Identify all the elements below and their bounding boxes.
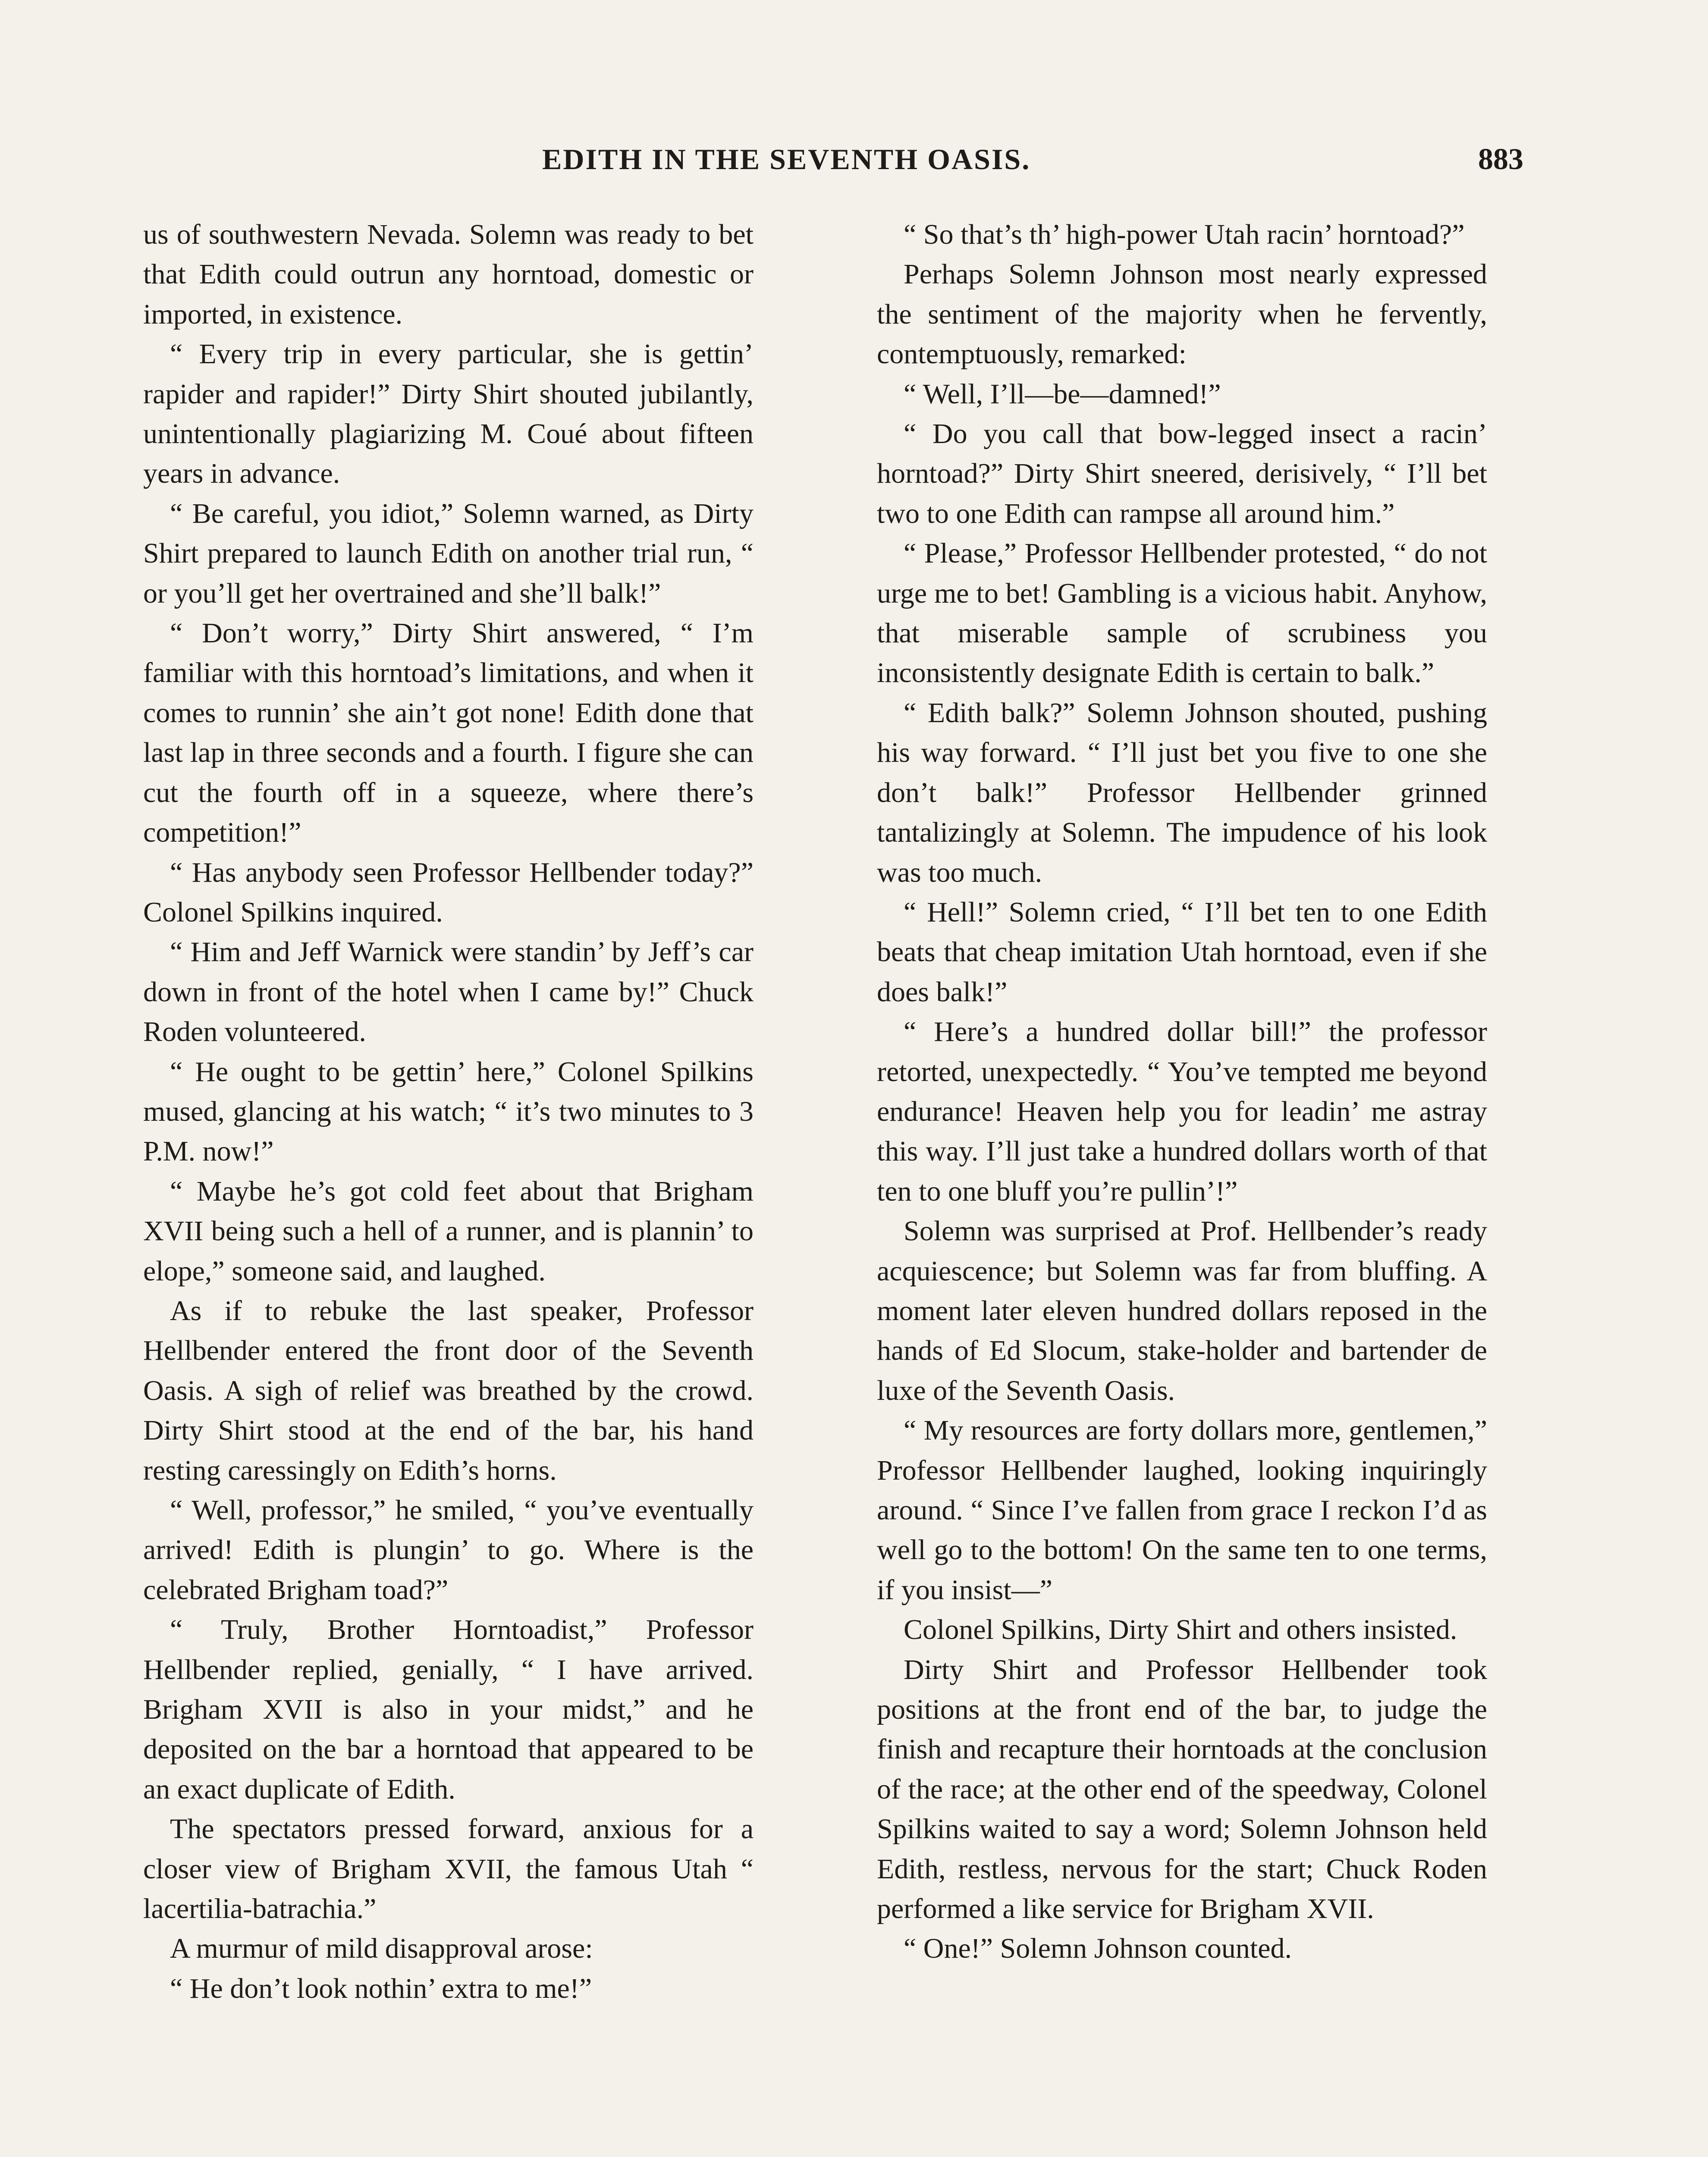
paragraph: Dirty Shirt and Professor Hellbender took positions at the front end of the bar, to judge the finish and recapture their horntoads at the conclusion of the race; at the other end of the speedway, Colonel Spilkins waited to say a word; Solemn Johnson held Edith, restless, nervous for the start; Chuck Roden performed a like service for Brigham XVII. bbox=[877, 1654, 1487, 1925]
running-head: EDITH IN THE SEVENTH OASIS. bbox=[542, 143, 1031, 176]
paragraph: “ Maybe he’s got cold feet about that Brigham XVII being such a hell of a runner, and is plannin’ to elope,” someone said, and laughed. bbox=[143, 1175, 754, 1287]
paragraph: The spectators pressed forward, anxious for a closer view of Brigham XVII, the famous Utah “ lacertilia-batrachia.” bbox=[143, 1813, 754, 1925]
paragraph: Perhaps Solemn Johnson most nearly expressed the sentiment of the majority when he fervently, contemptuously, remarked: bbox=[877, 258, 1487, 370]
paragraph: us of southwestern Nevada. Solemn was ready to bet that Edith could outrun any horntoad, domestic or imported, in existence. bbox=[143, 219, 754, 330]
paragraph: “ My resources are forty dollars more, gentlemen,” Professor Hellbender laughed, looking inquiringly around. “ Since I’ve fallen from grace I reckon I’d as well go to the bottom! On the same ten to one terms, if you insist—” bbox=[877, 1415, 1487, 1606]
paragraph: As if to rebuke the last speaker, Professor Hellbender entered the front door of the Seventh Oasis. A sigh of relief was breathed by the crowd. Dirty Shirt stood at the end of the bar, his hand resting caressingly on Edith’s horns. bbox=[143, 1295, 754, 1486]
paragraph: “ Don’t worry,” Dirty Shirt answered, “ I’m familiar with this horntoad’s limitations, and when it comes to runnin’ she ain’t got none! Edith done that last lap in three seconds and a fourth. I figure she can cut the fourth off in a squeeze, where there’s competition!” bbox=[143, 617, 754, 849]
paragraph: “ Has anybody seen Professor Hellbender today?” Colonel Spilkins inquired. bbox=[143, 856, 754, 928]
paragraph: “ Every trip in every particular, she is gettin’ rapider and rapider!” Dirty Shirt shouted jubilantly, unintentionally plagiarizing M. Coué about fifteen years in advance. bbox=[143, 338, 754, 490]
paragraph: “ Truly, Brother Horntoadist,” Professor Hellbender replied, genially, “ I have arrived. Brigham XVII is also in your midst,” and he deposited on the bar a horntoad that appeared to be an exact duplicate of Edith. bbox=[143, 1614, 754, 1805]
paragraph: “ One!” Solemn Johnson counted. bbox=[904, 1933, 1292, 1965]
paragraph: A murmur of mild disapproval arose: bbox=[170, 1933, 593, 1965]
paragraph: “ Be careful, you idiot,” Solemn warned, as Dirty Shirt prepared to launch Edith on another trial run, “ or you’ll get her overtrained and she’ll balk!” bbox=[143, 497, 754, 609]
paragraph: “ Edith balk?” Solemn Johnson shouted, pushing his way forward. “ I’ll just bet you five to one she don’t balk!” Professor Hellbender grinned tantalizingly at Solemn. The impudence of his look was too much. bbox=[877, 697, 1487, 888]
paragraph: “ Please,” Professor Hellbender protested, “ do not urge me to bet! Gambling is a vicious habit. Anyhow, that miserable sample of scrubiness you inconsistently designate Edith is certain to balk.” bbox=[877, 538, 1487, 689]
paragraph: “ So that’s th’ high-power Utah racin’ horntoad?” bbox=[904, 219, 1465, 250]
paragraph: “ He don’t look nothin’ extra to me!” bbox=[170, 1972, 592, 2004]
paragraph: “ Hell!” Solemn cried, “ I’ll bet ten to one Edith beats that cheap imitation Utah horntoad, even if she does balk!” bbox=[877, 896, 1487, 1008]
paragraph: Colonel Spilkins, Dirty Shirt and others insisted. bbox=[904, 1614, 1457, 1646]
paragraph: “ Him and Jeff Warnick were standin’ by Jeff’s car down in front of the hotel when I came by!” Chuck Roden volunteered. bbox=[143, 936, 754, 1048]
page-number: 883 bbox=[1478, 143, 1523, 176]
paragraph: “ Do you call that bow-legged insect a racin’ horntoad?” Dirty Shirt sneered, derisively, “ I’ll bet two to one Edith can rampse all around him.” bbox=[877, 418, 1487, 529]
paragraph: “ Here’s a hundred dollar bill!” the professor retorted, unexpectedly. “ You’ve tempted me beyond endurance! Heaven help you for leadin’ me astray this way. I’ll just take a hundred dollars worth of that ten to one bluff you’re pullin’!” bbox=[877, 1016, 1487, 1207]
right-column bbox=[877, 215, 1487, 1969]
paragraph: “ Well, I’ll—be—damned!” bbox=[904, 378, 1221, 410]
paragraph: Solemn was surprised at Prof. Hellbender’s ready acquiescence; but Solemn was far from bluffing. A moment later eleven hundred dollars reposed in the hands of Ed Slocum, stake-holder and bartender de luxe of the Seventh Oasis. bbox=[877, 1215, 1487, 1406]
paragraph: “ He ought to be gettin’ here,” Colonel Spilkins mused, glancing at his watch; “ it’s two minutes to 3 P.M. now!” bbox=[143, 1056, 754, 1167]
page-header bbox=[229, 137, 1523, 189]
left-column bbox=[143, 215, 754, 2009]
paragraph: “ Well, professor,” he smiled, “ you’ve eventually arrived! Edith is plungin’ to go. Where is the celebrated Brigham toad?” bbox=[143, 1494, 754, 1606]
